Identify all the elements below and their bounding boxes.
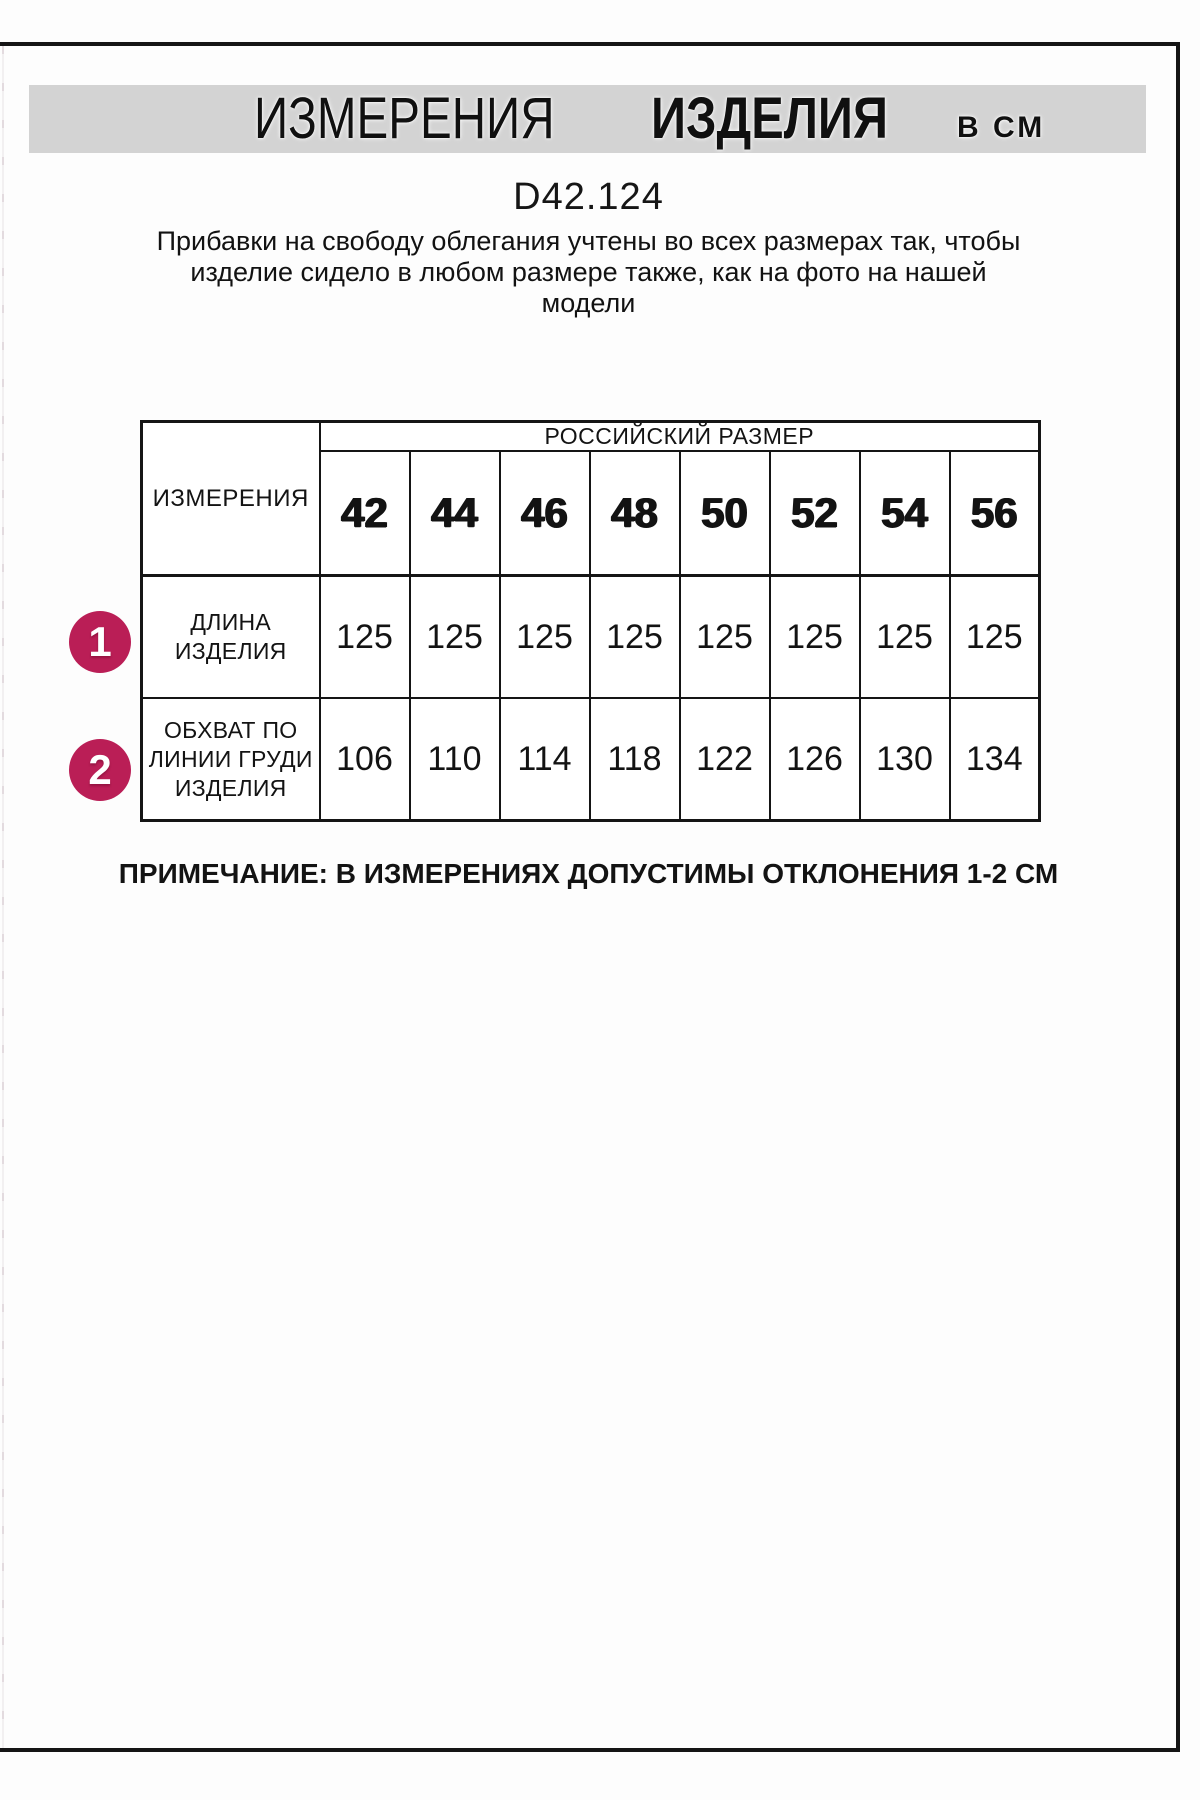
page-border-bottom: [0, 1748, 1180, 1752]
description-line: изделие сидело в любом размере также, как на фото на нашей: [190, 257, 987, 287]
value-cell: 125: [410, 576, 500, 699]
value-cell: 134: [950, 698, 1040, 821]
marker-digit: 1: [88, 618, 112, 665]
row-label-line: ЛИНИИ ГРУДИ: [148, 745, 313, 772]
value-cell: 125: [860, 576, 950, 699]
title-unit-label: В СМ: [957, 111, 1046, 144]
description-line: Прибавки на свободу облегания учтены во всех размерах так, чтобы: [156, 226, 1021, 256]
size-header-cell: 50: [680, 451, 770, 576]
value-cell: 110: [410, 698, 500, 821]
table-group-header-row: [142, 422, 1040, 452]
size-group-header-cell: РОССИЙСКИЙ РАЗМЕР: [320, 422, 1040, 452]
row-label-cell: [142, 576, 320, 699]
row-marker-2: [69, 739, 131, 801]
note-text: ПРИМЕЧАНИЕ: В ИЗМЕРЕНИЯХ ДОПУСТИМЫ ОТКЛОНЕНИЯ 1-2 СМ: [118, 858, 1059, 889]
title-measurements: ИЗМЕРЕНИЯ: [254, 86, 555, 151]
value-cell: 125: [770, 576, 860, 699]
value-cell: 125: [590, 576, 680, 699]
page-border-top: [0, 42, 1180, 46]
size-header-cell: 52: [770, 451, 860, 576]
value-cell: 130: [860, 698, 950, 821]
title-product: ИЗДЕЛИЯ: [651, 86, 888, 151]
value-cell: 126: [770, 698, 860, 821]
value-cell: 118: [590, 698, 680, 821]
size-header-cell: 56: [950, 451, 1040, 576]
row-marker-1: [69, 611, 131, 673]
row-label-line: ОБХВАТ ПО: [163, 716, 298, 743]
row-label-line: ДЛИНА: [190, 609, 272, 635]
size-header-cell: 42: [320, 451, 410, 576]
row-label-line: ИЗДЕЛИЯ: [174, 638, 287, 664]
value-cell: 125: [680, 576, 770, 699]
size-header-cell: 54: [860, 451, 950, 576]
value-cell: 125: [320, 576, 410, 699]
product-code: D42.124: [513, 176, 664, 218]
size-table: [140, 420, 1041, 822]
size-header-cell: 46: [500, 451, 590, 576]
description-line: модели: [541, 288, 636, 318]
corner-header-cell: ИЗМЕРЕНИЯ: [142, 422, 320, 576]
value-cell: 114: [500, 698, 590, 821]
value-cell: 106: [320, 698, 410, 821]
row-label-line: ИЗДЕЛИЯ: [174, 774, 287, 801]
title-banner: [29, 85, 1146, 153]
description-paragraph: [0, 226, 1177, 319]
row-label-cell: [142, 698, 320, 821]
size-header-cell: 44: [410, 451, 500, 576]
marker-digit: 2: [88, 746, 112, 793]
value-cell: 125: [500, 576, 590, 699]
value-cell: 125: [950, 576, 1040, 699]
table-row-chest: [142, 698, 1040, 821]
size-header-cell: 48: [590, 451, 680, 576]
value-cell: 122: [680, 698, 770, 821]
table-row-length: [142, 576, 1040, 699]
